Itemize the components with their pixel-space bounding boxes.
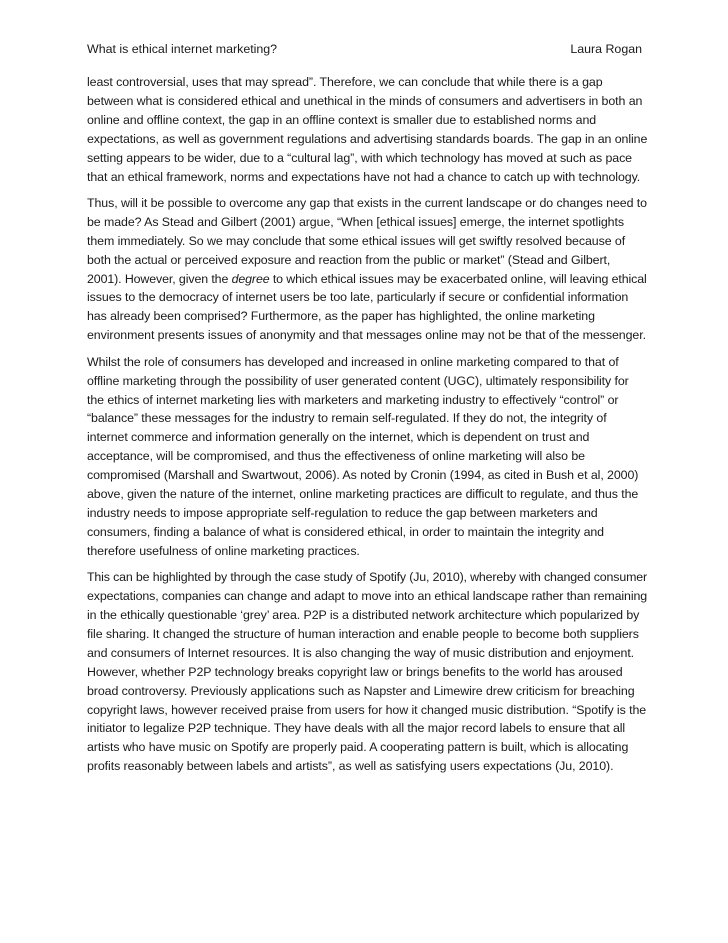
text-line: them immediately. So we may conclude that some ethical issues will get swiftly resolved because of <box>87 233 626 248</box>
text-line: Whilst the role of consumers has developed and increased in online marketing compared to that of <box>87 354 619 369</box>
text-line: This can be highlighted by through the case study of Spotify (Ju, 2010), whereby with changed consumer <box>87 570 647 585</box>
text-segment: 2001). However, given the <box>87 271 232 286</box>
text-line: artists who have music on Spotify are properly paid. A cooperating pattern is built, which is allocating <box>87 740 629 755</box>
text-line: that an ethical framework, norms and expectations have not had a chance to catch up with technology. <box>87 169 641 184</box>
text-line: therefore usefulness of online marketing practices. <box>87 543 360 558</box>
text-line: environment presents issues of anonymity and that messages online may not be that of the messenger. <box>87 328 646 343</box>
text-line: and consumers of Internet resources. It is also changing the way of music distribution and enjoyment. <box>87 645 635 660</box>
text-line: issues to the democracy of internet users be too late, particularly if secure or confidential information <box>87 290 629 305</box>
page-header <box>87 40 642 58</box>
text-line: setting appears to be wider, due to a “cultural lag”, with which technology has moved at such as pace <box>87 150 632 165</box>
text-line: offline marketing through the possibility of user generated content (UGC), ultimately responsibility for <box>87 373 629 388</box>
text-line: above, given the nature of the internet, online marketing practices are difficult to regulate, and thus the <box>87 487 639 502</box>
text-line: be made? As Stead and Gilbert (2001) argue, “When [ethical issues] emerge, the internet spotlights <box>87 214 624 229</box>
text-line: initiator to legalize P2P technique. They have deals with all the major record labels to ensure that all <box>87 721 626 736</box>
document-body <box>87 73 647 784</box>
paragraph-1 <box>87 73 647 186</box>
text-line: However, whether P2P technology breaks copyright law or brings benefits to the world has aroused <box>87 664 623 679</box>
paragraph-3 <box>87 353 647 561</box>
text-line: “balance” these messages for the industry to remain self-regulated. If they do not, the integrity of <box>87 411 607 426</box>
text-line: between what is considered ethical and unethical in the minds of consumers and advertisers in both an <box>87 93 643 108</box>
text-line: expectations, as well as government regulations and advertising standards boards. The gap in an online <box>87 131 648 146</box>
text-line: the ethics of internet marketing lies with marketers and marketing industry to effectively “control” or <box>87 392 619 407</box>
text-line: has already been comprised? Furthermore, as the paper has highlighted, the online marketing <box>87 309 595 324</box>
text-line: broad controversy. Previously applications such as Napster and Limewire drew criticism for breaching <box>87 683 635 698</box>
text-line: internet commerce and information generally on the internet, which is dependent on trust and <box>87 430 590 445</box>
text-line: expectations, companies can change and adapt to move into an ethical landscape rather than remaining <box>87 589 648 604</box>
text-line: online and offline context, the gap in an offline context is smaller due to established norms and <box>87 112 597 127</box>
text-line: file sharing. It changed the structure of human interaction and enable people to become both suppliers <box>87 626 639 641</box>
text-line: acceptance, will be compromised, and thus the effectiveness of online marketing will also be <box>87 449 585 464</box>
text-line: least controversial, uses that may spread”. Therefore, we can conclude that while there is a gap <box>87 75 603 89</box>
text-line: profits reasonably between labels and artists”, as well as satisfying users expectations (Ju, 2010). <box>87 759 614 774</box>
header-author: Laura Rogan <box>570 42 642 56</box>
emphasized-word: degree <box>231 271 270 286</box>
paragraph-4 <box>87 568 647 776</box>
text-line: compromised (Marshall and Swartwout, 2006). As noted by Cronin (1994, as cited in Bush et al, 2000) <box>87 468 639 483</box>
text-line: industry needs to impose appropriate self-regulation to reduce the gap between marketers and <box>87 505 598 520</box>
text-line: consumers, finding a balance of what is considered ethical, in order to maintain the integrity and <box>87 524 604 539</box>
paragraph-2 <box>87 194 647 345</box>
text-line-with-emphasis <box>87 270 647 289</box>
text-line: both the actual or perceived exposure and reaction from the public or market” (Stead and Gilbert, <box>87 252 611 267</box>
header-title: What is ethical internet marketing? <box>87 42 278 56</box>
text-segment: to which ethical issues may be exacerbated online, will leaving ethical <box>269 271 647 286</box>
text-line: in the ethically questionable ‘grey’ area. P2P is a distributed network architecture which popularized by <box>87 607 640 622</box>
text-line: Thus, will it be possible to overcome any gap that exists in the current landscape or do changes need to <box>87 195 647 210</box>
text-line: copyright laws, however received praise from users for how it changed music distribution. “Spotify is the <box>87 702 647 717</box>
